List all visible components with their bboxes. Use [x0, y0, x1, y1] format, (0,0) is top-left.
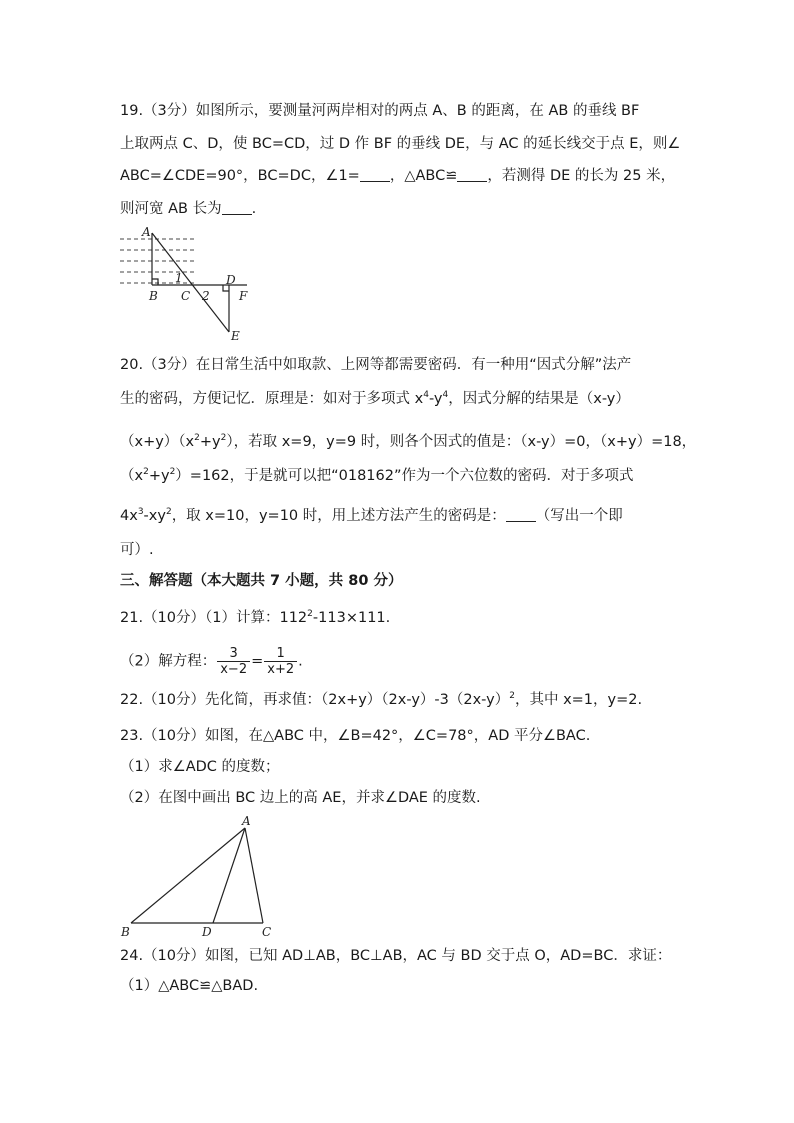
answer-blank-angle1[interactable]	[360, 167, 390, 182]
exponent: 2	[194, 433, 200, 443]
label-F: F	[239, 289, 248, 303]
q20-text: （写出一个即	[535, 508, 623, 524]
q19-text-e: .	[251, 201, 257, 217]
q19-text-a: ABC=∠CDE=90°，BC=DC，∠1=	[120, 168, 360, 184]
numerator: 1	[264, 646, 297, 662]
q22-line	[120, 690, 642, 710]
river-dashed-lines	[120, 239, 195, 283]
q21-line-2	[120, 646, 303, 677]
q19-text-b: ，△ABC≌	[389, 168, 458, 184]
q20-text: ），若取 x=9，y=9 时，则各个因式的值是：（x-y）=0，（x+y）=18，	[226, 434, 697, 450]
bisector-AD	[213, 828, 245, 923]
exponent: 2	[143, 467, 149, 477]
q19-text-d: 则河宽 AB 长为	[120, 201, 222, 217]
fraction-right	[264, 646, 297, 677]
exponent: 4	[442, 390, 449, 400]
q24-line-2: （1）△ABC≌△BAD.	[120, 978, 259, 994]
exponent: 2	[307, 609, 313, 619]
q20-text: +y	[199, 434, 221, 450]
label-C: C	[181, 289, 191, 303]
label-D: D	[226, 273, 236, 287]
q21-text: 21.（10分）（1）计算：112	[120, 610, 308, 626]
q19-river-figure	[112, 222, 257, 344]
answer-blank-congruent[interactable]	[457, 167, 487, 182]
q20-text: 生的密码，方便记忆．原理是：如对于多项式 x	[120, 391, 424, 407]
q20-text: （x+y）（x	[120, 434, 195, 450]
numerator: 3	[217, 646, 250, 662]
fraction-left	[217, 646, 250, 677]
q23-line-2: （1）求∠ADC 的度数；	[120, 759, 280, 775]
exponent: 3	[137, 507, 144, 517]
q23-line-1: 23.（10分）如图，在△ABC 中，∠B=42°，∠C=78°，AD 平分∠BAC.	[120, 728, 591, 744]
q21-text: .	[298, 653, 303, 670]
q24-line-1: 24.（10分）如图，已知 AD⊥AB，BC⊥AB，AC 与 BD 交于点 O，AD=BC．求证：	[120, 948, 672, 964]
q21-text: （2）解方程：	[120, 653, 217, 670]
q20-line-1: 20.（3分）在日常生活中如取款、上网等都需要密码．有一种用“因式分解”法产	[120, 357, 632, 373]
answer-blank-password[interactable]	[506, 507, 536, 522]
label-B: B	[149, 289, 158, 303]
side-AC	[245, 828, 263, 923]
q20-line-5	[120, 506, 623, 526]
equals-sign: =	[251, 653, 264, 670]
label-angle-1: 1	[175, 271, 183, 285]
label-A: A	[142, 225, 151, 239]
exponent: 2	[165, 507, 172, 517]
q19-line-1: 19.（3分）如图所示，要测量河两岸相对的两点 A、B 的距离，在 AB 的垂线 BF	[120, 103, 640, 119]
label-E: E	[231, 329, 240, 343]
q20-text: ，因式分解的结果是（x-y）	[448, 391, 630, 407]
exponent: 2	[509, 691, 515, 701]
q20-text: -y	[428, 391, 443, 407]
right-angle-B	[152, 279, 158, 285]
label-B: B	[121, 925, 130, 939]
label-D: D	[202, 925, 212, 939]
q20-text: +y	[148, 468, 170, 484]
q19-text-c: ，若测得 DE 的长为 25 米，	[487, 168, 676, 184]
q19-line-4	[120, 199, 256, 219]
q20-line-4	[120, 466, 634, 486]
q20-text: ）=162，于是就可以把“018162”作为一个六位数的密码．对于多项式	[175, 468, 634, 484]
q22-text: ，其中 x=1，y=2.	[514, 692, 643, 708]
q20-line-6: 可）.	[120, 542, 154, 558]
label-C: C	[262, 925, 272, 939]
exponent: 2	[220, 433, 227, 443]
exponent: 2	[169, 467, 176, 477]
side-AB	[131, 828, 245, 923]
denominator: x+2	[267, 662, 295, 677]
q21-text: -113×111.	[312, 610, 391, 626]
q19-line-3	[120, 166, 675, 186]
denominator: x−2	[220, 662, 248, 677]
q19-line-2: 上取两点 C、D，使 BC=CD，过 D 作 BF 的垂线 DE，与 AC 的延长线交于点 E，则∠	[120, 136, 681, 152]
q20-text: -xy	[143, 508, 166, 524]
q22-text: 22.（10分）先化简，再求值：（2x+y）（2x-y）-3（2x-y）	[120, 692, 510, 708]
q23-triangle-figure	[115, 812, 280, 942]
exponent: 4	[423, 390, 429, 400]
q20-text: 4x	[120, 508, 138, 524]
q20-line-2	[120, 389, 630, 409]
label-angle-2: 2	[202, 289, 210, 303]
q20-text: ，取 x=10，y=10 时，用上述方法产生的密码是：	[171, 508, 506, 524]
q20-text: （x	[120, 468, 144, 484]
q21-line-1	[120, 608, 390, 628]
q23-line-3: （2）在图中画出 BC 边上的高 AE，并求∠DAE 的度数.	[120, 790, 481, 806]
answer-blank-width[interactable]	[222, 200, 252, 215]
label-A: A	[242, 814, 251, 828]
q20-line-3	[120, 432, 696, 452]
section-heading: 三、解答题（本大题共 7 小题，共 80 分）	[120, 573, 403, 589]
